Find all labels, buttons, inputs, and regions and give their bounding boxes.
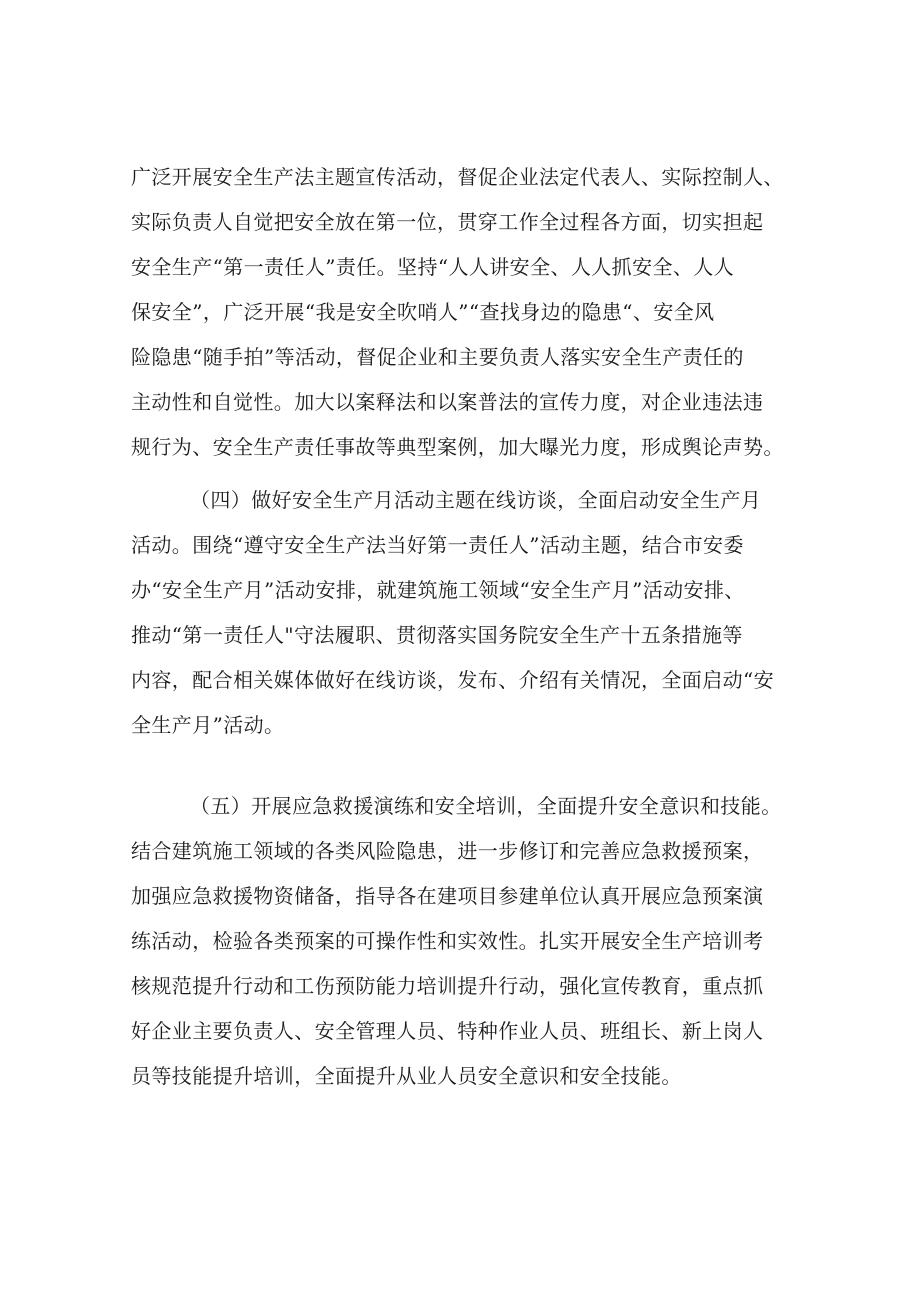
- text-line: 主动性和自觉性。加大以案释法和以案普法的宣传力度，对企业违法违: [131, 390, 764, 414]
- text-line: 推动“第一责任人"守法履职、贯彻落实国务院安全生产十五条措施等: [131, 623, 743, 647]
- text-line: 员等技能提升培训，全面提升从业人员安全意识和安全技能。: [131, 1064, 682, 1088]
- text-line: 内容，配合相关媒体做好在线访谈，发布、介绍有关情况，全面启动“安: [131, 668, 775, 692]
- section-heading-4: （四）做好安全生产月活动主题在线访谈，全面启动安全生产月: [190, 488, 762, 512]
- text-line: 保安全”，广泛开展“我是安全吹哨人”“查找身边的隐患“、安全风: [131, 300, 715, 324]
- text-line: 核规范提升行动和工伤预防能力培训提升行动，强化宣传教育，重点抓: [131, 974, 764, 998]
- text-line: 全生产月”活动。: [131, 713, 285, 737]
- text-line: 安全生产“第一责任人”责任。坚持“人人讲安全、人人抓安全、人人: [131, 255, 735, 279]
- text-line: 加强应急救援物资储备，指导各在建项目参建单位认真开展应急预案演: [131, 884, 764, 908]
- text-line: 规行为、安全生产责任事故等典型案例，加大曝光力度，形成舆论声势。: [131, 435, 784, 459]
- text-line: 广泛开展安全生产法主题宣传活动，督促企业法定代表人、实际控制人、: [131, 165, 784, 189]
- text-line: 好企业主要负责人、安全管理人员、特种作业人员、班组长、新上岗人: [131, 1019, 764, 1043]
- text-line: 活动。围绕“遵守安全生产法当好第一责任人”活动主题，结合市安委: [131, 533, 744, 557]
- text-line: 办“安全生产月”活动安排，就建筑施工领域“安全生产月”活动安排、: [131, 578, 745, 602]
- section-heading-5: （五）开展应急救援演练和安全培训，全面提升安全意识和技能。: [190, 794, 782, 818]
- text-line: 结合建筑施工领域的各类风险隐患，进一步修订和完善应急救援预案，: [131, 839, 764, 863]
- text-line: 险隐患“随手拍”等活动，督促企业和主要负责人落实安全生产责任的: [131, 345, 744, 369]
- text-line: 练活动，检验各类预案的可操作性和实效性。扎实开展安全生产培训考: [131, 929, 764, 953]
- text-line: 实际负责人自觉把安全放在第一位，贯穿工作全过程各方面，切实担起: [131, 210, 764, 234]
